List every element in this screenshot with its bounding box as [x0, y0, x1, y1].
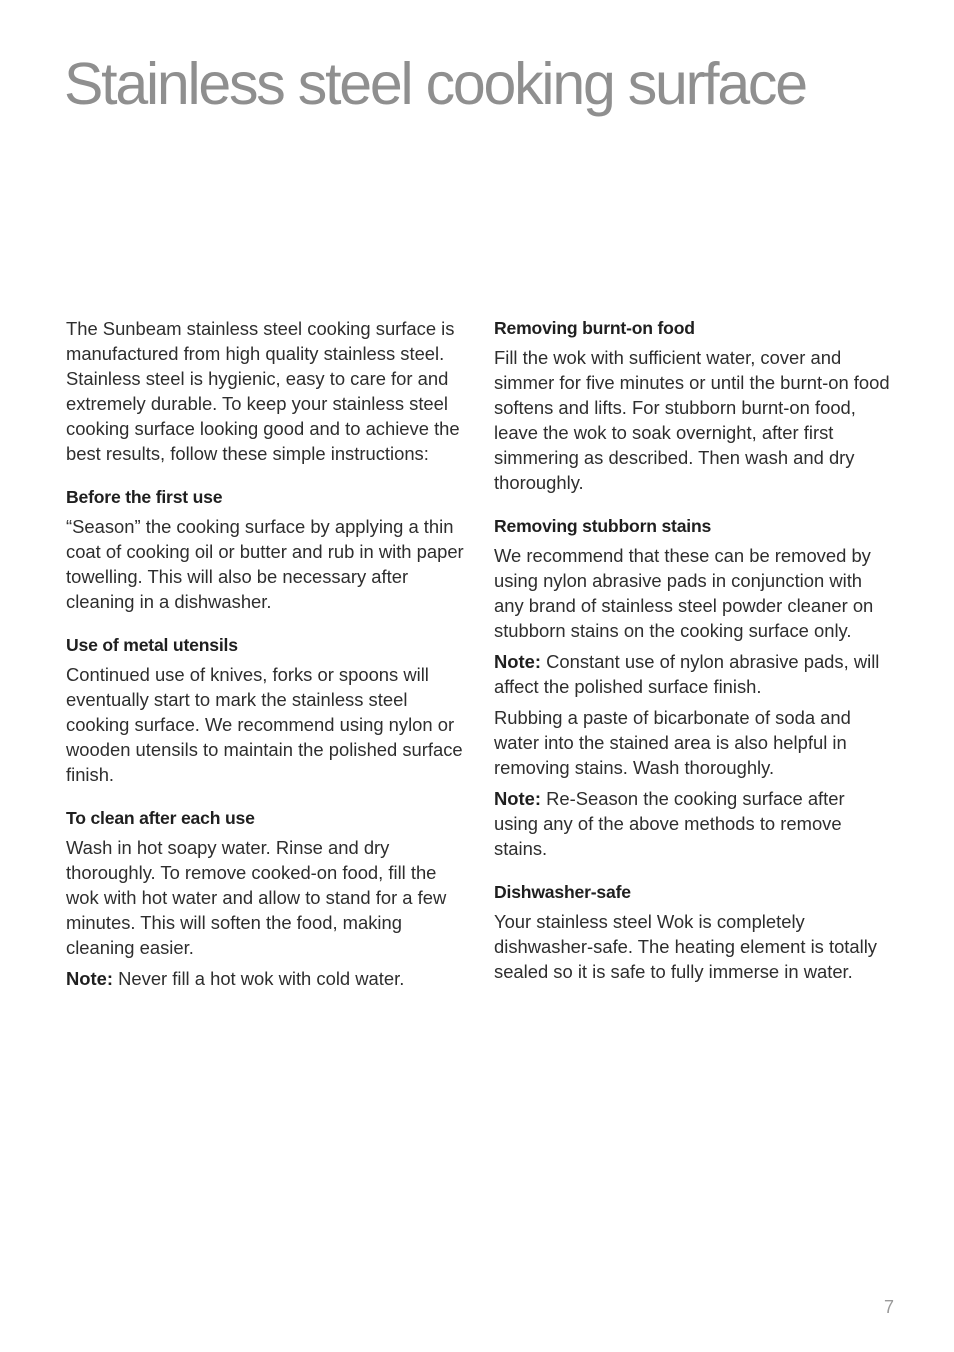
section-metal-utensils — [66, 633, 464, 787]
note-paragraph — [494, 649, 892, 699]
section-heading: Removing burnt-on food — [494, 318, 695, 338]
note-text: Never fill a hot wok with cold water. — [113, 968, 405, 989]
section-heading: Removing stubborn stains — [494, 516, 712, 536]
note-text: Constant use of nylon abrasive pads, will affect the polished surface finish. — [494, 651, 880, 697]
left-column — [66, 316, 464, 1010]
page-number: 7 — [884, 1297, 895, 1317]
note-label: Note: — [66, 968, 113, 989]
section-dishwasher-safe — [494, 880, 892, 984]
note-label: Note: — [494, 788, 541, 809]
section-body: Wash in hot soapy water. Rinse and dry thoroughly. To remove cooked-on food, fill the wok with hot water and allow to stand for a few minutes. This will soften the food, making cleaning easier. — [66, 837, 447, 958]
section-stubborn-stains — [494, 514, 892, 861]
right-column — [494, 316, 892, 1003]
section-before-first-use — [66, 485, 464, 614]
section-heading: Before the first use — [66, 487, 223, 507]
section-body: Fill the wok with sufficient water, cover and simmer for five minutes or until the burnt-on food softens and lifts. For stubborn burnt-on food, leave the wok to soak overnight, after first simmering as described. Then wash and dry thoroughly. — [494, 347, 890, 493]
section-heading: To clean after each use — [66, 808, 255, 828]
note-text: Re-Season the cooking surface after using any of the above methods to remove stains. — [494, 788, 845, 859]
note-paragraph — [66, 966, 464, 991]
section-heading: Use of metal utensils — [66, 635, 238, 655]
section-body: Your stainless steel Wok is completely dishwasher-safe. The heating element is totally sealed so it is safe to fully immerse in water. — [494, 911, 878, 982]
section-body: Continued use of knives, forks or spoons will eventually start to mark the stainless steel cooking surface. We recommend using nylon or wooden utensils to maintain the polished surface finish. — [66, 664, 463, 785]
section-body: We recommend that these can be removed by using nylon abrasive pads in conjunction with any brand of stainless steel powder cleaner on stubborn stains on the cooking surface only. — [494, 545, 874, 641]
section-clean-after-use — [66, 806, 464, 991]
section-body: Rubbing a paste of bicarbonate of soda and water into the stained area is also helpful in removing stains. Wash thoroughly. — [494, 707, 851, 778]
section-burnt-on-food — [494, 316, 892, 495]
section-heading: Dishwasher-safe — [494, 882, 631, 902]
intro-paragraph: The Sunbeam stainless steel cooking surface is manufactured from high quality stainless steel. Stainless steel is hygienic, easy to care for and extremely durable. To keep your stainless steel cooking surface looking good and to achieve the best results, follow these simple instructions: — [66, 318, 460, 464]
page-title: Stainless steel cooking surface — [64, 51, 806, 117]
note-paragraph — [494, 786, 892, 861]
note-label: Note: — [494, 651, 541, 672]
section-body: “Season” the cooking surface by applying a thin coat of cooking oil or butter and rub in with paper towelling. This will also be necessary after cleaning in a dishwasher. — [66, 516, 464, 612]
